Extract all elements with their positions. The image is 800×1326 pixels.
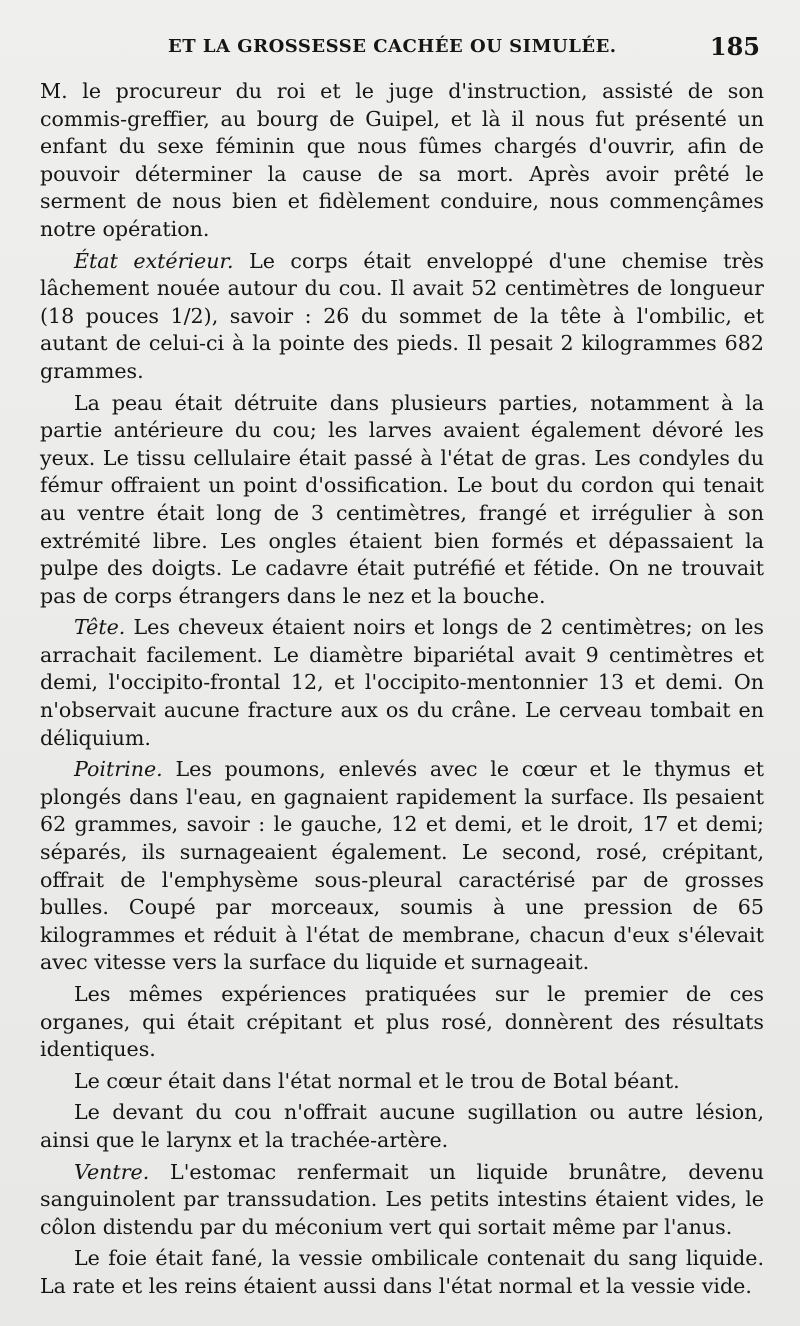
paragraph-poitrine: [40, 756, 764, 977]
running-title: ET LA GROSSESSE CACHÉE OU SIMULÉE.: [168, 36, 617, 57]
section-lead-ventre: Ventre.: [74, 1159, 150, 1184]
paragraph-cou: [40, 1099, 764, 1154]
paragraph-etat-exterieur: [40, 248, 764, 386]
paragraph-text: Le corps était enveloppé d'une chemise très lâchement nouée autour du cou. Il avait 52 centimètres de longueur (18 pouces 1/2), savoir : 26 du sommet de la tête à l'ombilic, et autant de celui-ci à la pointe des pieds. Il pesait 2 kilogrammes 682 grammes.: [40, 248, 764, 383]
paragraph-text: Les poumons, enlevés avec le cœur et le thymus et plongés dans l'eau, en gagnaient rapidement la surface. Ils pesaient 62 grammes, savoir : le gauche, 12 et demi, et le droit, 17 et demi; séparés, ils surnageaient également. Le second, rosé, crépitant, offrait de l'emphysème sous-pleural caractérisé par de grosses bulles. Coupé par morceaux, soumis à une pression de 65 kilogrammes et réduit à l'état de membrane, chacun d'eux s'élevait avec vitesse vers la surface du liquide et surnageait.: [40, 757, 764, 975]
body-text: [40, 78, 764, 1301]
section-lead-tete: Tête.: [74, 615, 126, 640]
paragraph-foie: [40, 1245, 764, 1300]
paragraph-text: Les cheveux étaient noirs et longs de 2 centimètres; on les arrachait facilement. Le diamètre bipariétal avait 9 centimètres et demi, l'occipito-frontal 12, et l'occipito-mentonnier 13 et demi. On n'observait aucune fracture aux os du crâne. Le cerveau tombait en déliquium.: [40, 615, 764, 750]
paragraph-text: Le cœur était dans l'état normal et le trou de Botal béant.: [74, 1068, 680, 1093]
paragraph-text: La peau était détruite dans plusieurs parties, notamment à la partie antérieure du cou; les larves avaient également dévoré les yeux. Le tissu cellulaire était passé à l'état de gras. Les condyles du fémur offraient un point d'ossification. Le bout du cordon qui tenait au ventre était long de 3 centimètres, frangé et irrégulier à son extrémité libre. Les ongles étaient bien formés et dépassaient la pulpe des doigts. Le cadavre était putréfié et fétide. On ne trouvait pas de corps étrangers dans le nez et la bouche.: [40, 390, 764, 608]
section-lead-poitrine: Poitrine.: [74, 757, 163, 782]
paragraph-text: Le foie était fané, la vessie ombilicale contenait du sang liquide. La rate et les reins étaient aussi dans l'état normal et la vessie vide.: [40, 1246, 764, 1298]
paragraph-ventre: [40, 1159, 764, 1242]
paragraph-coeur: [40, 1068, 764, 1096]
paragraph-intro: [40, 78, 764, 244]
paragraph-text: Les mêmes expériences pratiquées sur le premier de ces organes, qui était crépitant et plus rosé, donnèrent des résultats identiques.: [40, 982, 764, 1062]
page-number: 185: [709, 32, 760, 61]
paragraph-text: M. le procureur du roi et le juge d'instruction, assisté de son commis-greffier, au bourg de Guipel, et là il nous fut présenté un enfant du sexe féminin que nous fûmes chargés d'ouvrir, afin de pouvoir déterminer la cause de sa mort. Après avoir prêté le serment de nous bien et fidèlement conduire, nous commençâmes notre opération.: [40, 79, 764, 241]
paragraph-text: L'estomac renfermait un liquide brunâtre, devenu sanguinolent par transsudation. Les petits intestins étaient vides, le côlon distendu par du méconium vert qui sortait même par l'anus.: [40, 1159, 764, 1239]
page-header: [40, 34, 764, 64]
section-lead-etat-exterieur: État extérieur.: [74, 248, 234, 273]
paragraph-peau: [40, 390, 764, 611]
paragraph-experiences: [40, 981, 764, 1064]
paragraph-tete: [40, 614, 764, 752]
paragraph-text: Le devant du cou n'offrait aucune sugillation ou autre lésion, ainsi que le larynx et la trachée-artère.: [40, 1100, 764, 1152]
